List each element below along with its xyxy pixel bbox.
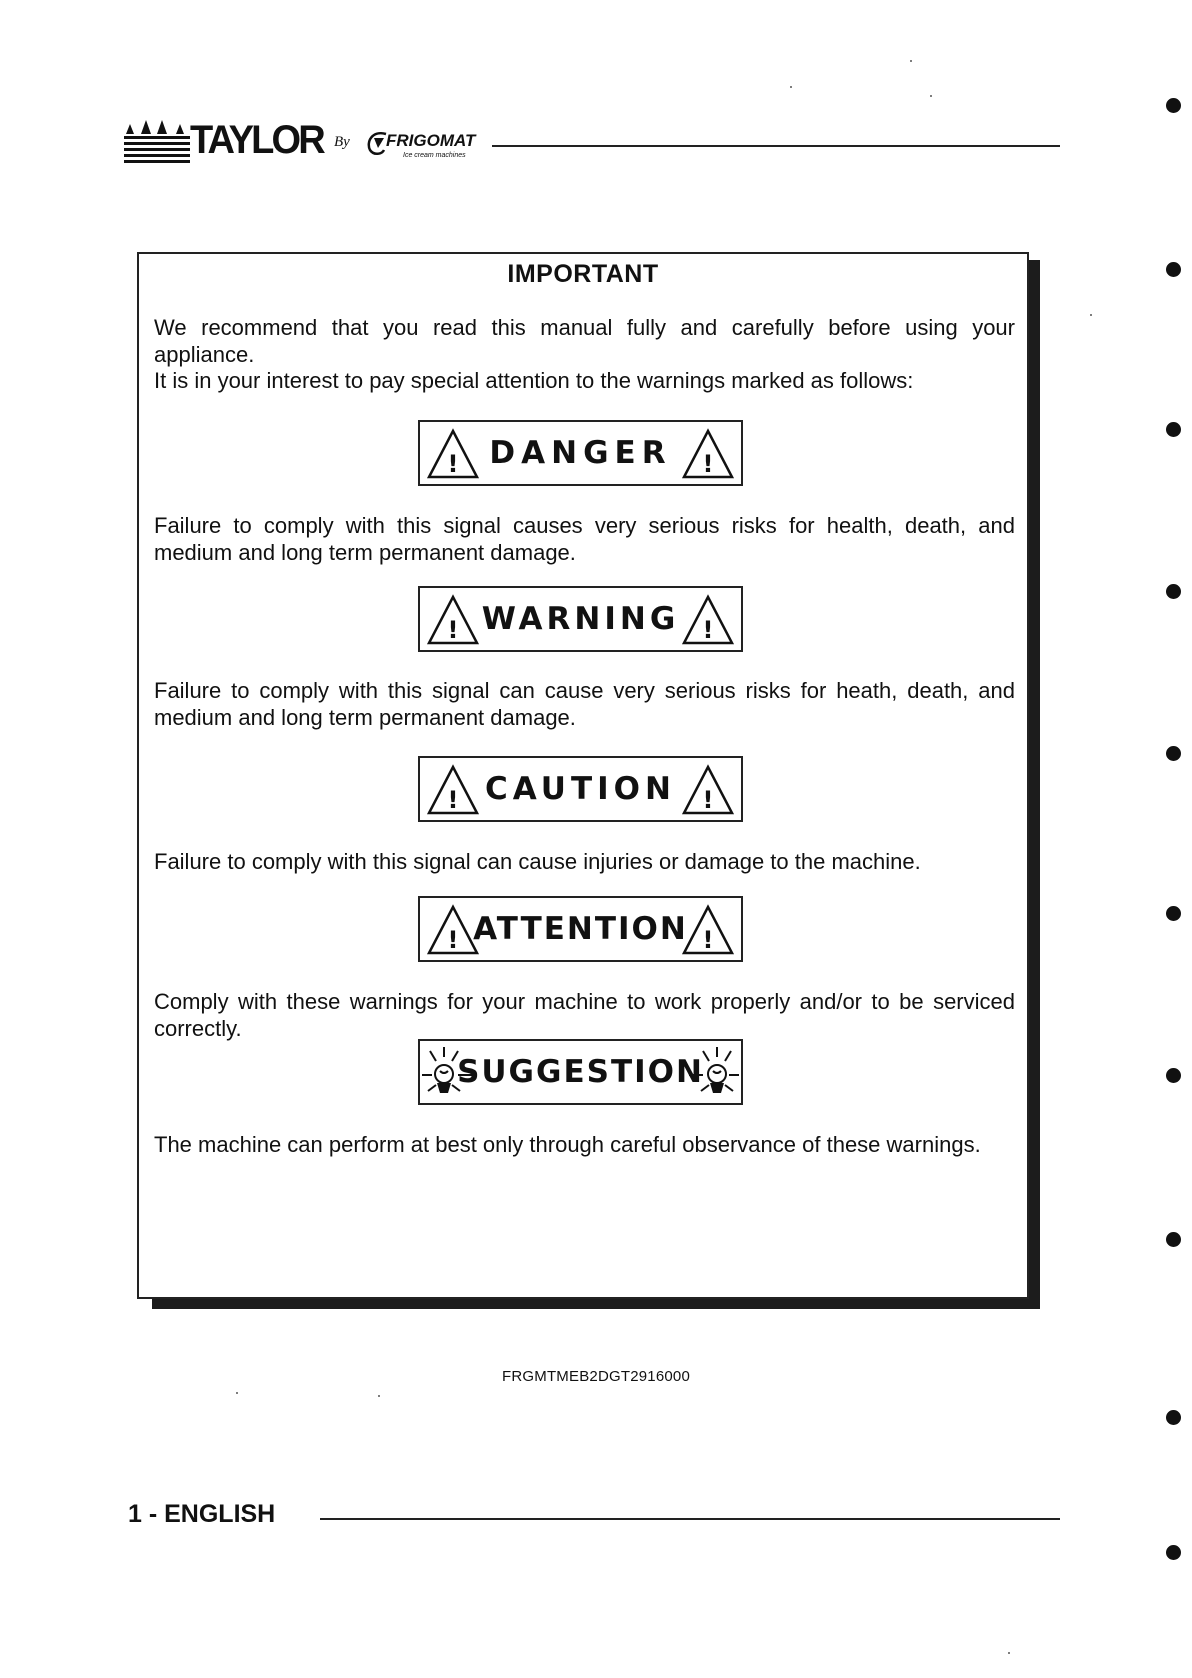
warning-triangle-icon bbox=[426, 594, 480, 646]
important-title: IMPORTANT bbox=[507, 260, 659, 288]
danger-description: Failure to comply with this signal causes very serious risks for health, death, and medium and long term permanent damage. bbox=[154, 513, 1015, 565]
warning-label: WARNING bbox=[481, 601, 680, 637]
binder-hole bbox=[1166, 746, 1181, 761]
suggestion-description: The machine can perform at best only through careful observance of these warnings. bbox=[154, 1132, 981, 1157]
attention-badge bbox=[418, 896, 743, 962]
scan-speck bbox=[378, 1395, 380, 1397]
binder-hole bbox=[1166, 1545, 1181, 1560]
taylor-brand-name: TAYLOR bbox=[190, 118, 323, 162]
warning-triangle-icon bbox=[681, 764, 735, 816]
svg-text:!: ! bbox=[447, 616, 459, 644]
binder-hole bbox=[1166, 1068, 1181, 1083]
scan-speck bbox=[236, 1392, 238, 1394]
svg-text:!: ! bbox=[702, 616, 714, 644]
intro-paragraph: We recommend that you read this manual fully and carefully before using your appliance. bbox=[154, 315, 1015, 367]
page-number: 1 - ENGLISH bbox=[128, 1500, 276, 1528]
suggestion-label: SUGGESTION bbox=[457, 1054, 704, 1090]
warning-badge bbox=[418, 586, 743, 652]
warning-triangle-icon bbox=[426, 904, 480, 956]
caution-description: Failure to comply with this signal can cause injuries or damage to the machine. bbox=[154, 849, 921, 874]
caution-badge bbox=[418, 756, 743, 822]
attention-description: Comply with these warnings for your machine to work properly and/or to be serviced correctly. bbox=[154, 989, 1015, 1041]
binder-hole bbox=[1166, 262, 1181, 277]
light-bulb-icon bbox=[687, 1045, 739, 1101]
header-divider bbox=[492, 145, 1060, 147]
danger-label: DANGER bbox=[489, 435, 672, 471]
brand-by-text: By bbox=[334, 134, 350, 150]
binder-hole bbox=[1166, 1410, 1181, 1425]
scan-speck bbox=[1090, 314, 1092, 316]
scan-speck bbox=[1008, 1652, 1010, 1654]
warning-triangle-icon bbox=[426, 428, 480, 480]
binder-hole bbox=[1166, 1232, 1181, 1247]
scan-speck bbox=[930, 95, 932, 97]
frigomat-tagline: Ice cream machines bbox=[403, 152, 466, 159]
scan-speck bbox=[790, 86, 792, 88]
warning-triangle-icon bbox=[426, 764, 480, 816]
attention-label: ATTENTION bbox=[473, 911, 688, 947]
binder-hole bbox=[1166, 584, 1181, 599]
suggestion-badge bbox=[418, 1039, 743, 1105]
important-box bbox=[137, 252, 1029, 1299]
danger-badge bbox=[418, 420, 743, 486]
binder-hole bbox=[1166, 906, 1181, 921]
warning-triangle-icon bbox=[681, 904, 735, 956]
svg-text:!: ! bbox=[447, 926, 459, 954]
svg-text:!: ! bbox=[447, 786, 459, 814]
scan-speck bbox=[910, 60, 912, 62]
warning-description: Failure to comply with this signal can cause very serious risks for heath, death, and medium and long term permanent damage. bbox=[154, 678, 1015, 730]
taylor-crown-logo-icon bbox=[124, 116, 192, 166]
frigomat-brand-name: FRIGOMAT bbox=[386, 131, 476, 150]
warning-triangle-icon bbox=[681, 594, 735, 646]
svg-text:!: ! bbox=[447, 450, 459, 478]
document-code: FRGMTMEB2DGT2916000 bbox=[501, 1368, 691, 1385]
warning-triangle-icon bbox=[681, 428, 735, 480]
footer-divider bbox=[320, 1518, 1060, 1520]
caution-label: CAUTION bbox=[485, 771, 676, 807]
intro-paragraph-attention: It is in your interest to pay special attention to the warnings marked as follows: bbox=[154, 368, 914, 393]
svg-text:!: ! bbox=[702, 926, 714, 954]
binder-hole bbox=[1166, 98, 1181, 113]
svg-text:!: ! bbox=[702, 450, 714, 478]
svg-text:!: ! bbox=[702, 786, 714, 814]
page-header bbox=[124, 108, 1059, 168]
binder-hole bbox=[1166, 422, 1181, 437]
